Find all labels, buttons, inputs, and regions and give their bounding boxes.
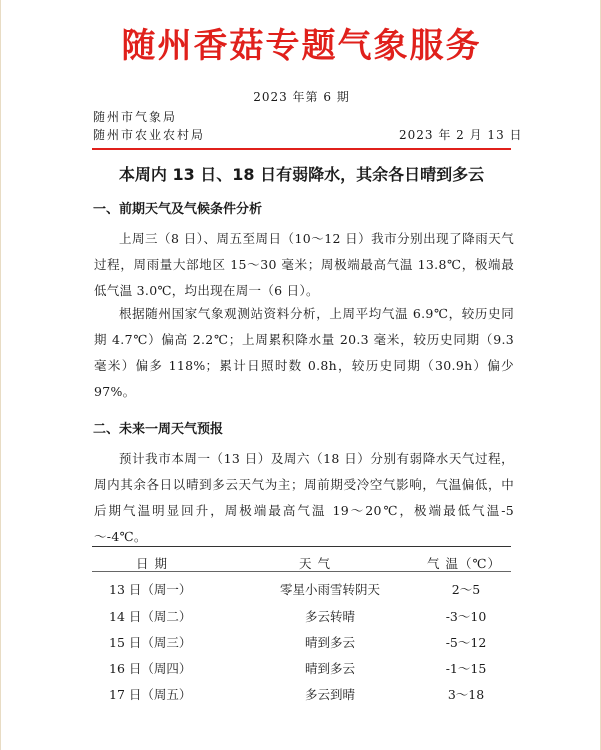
row-weather: 零星小雨雪转阴天 bbox=[279, 582, 380, 597]
table-row bbox=[1, 659, 601, 685]
table-header-weather: 天 气 bbox=[299, 556, 331, 571]
table-header-date: 日 期 bbox=[136, 556, 168, 571]
row-weather: 多云转晴 bbox=[304, 609, 355, 624]
table-row bbox=[1, 607, 601, 633]
section-2-title: 二、未来一周天气预报 bbox=[93, 422, 224, 437]
row-temp: 3～18 bbox=[447, 687, 485, 702]
section-2-paragraph-1: 预计我市本周一（13 日）及周六（18 日）分别有弱降水天气过程，周内其余各日以晴到多云天气为主；周前期受冷空气影响，气温偏低，中后期气温明显回升，周极端最高气温 19～20℃，极端最低气温-5～-4℃。 bbox=[94, 451, 514, 544]
issue-number: 2023 年第 6 期 bbox=[253, 90, 350, 104]
row-date: 15 日（周三） bbox=[109, 635, 192, 650]
row-date: 13 日（周一） bbox=[109, 582, 192, 597]
table-row bbox=[1, 685, 601, 711]
row-temp: -3～10 bbox=[445, 609, 487, 624]
masthead-title: 随州香菇专题气象服务 bbox=[121, 26, 482, 66]
row-date: 14 日（周二） bbox=[109, 609, 192, 624]
red-divider bbox=[92, 148, 511, 150]
issuer-weather-bureau: 随州市气象局 bbox=[93, 110, 178, 124]
row-temp: -5～12 bbox=[445, 635, 487, 650]
row-weather: 晴到多云 bbox=[304, 635, 355, 650]
row-date: 16 日（周四） bbox=[109, 661, 192, 676]
issue-date: 2023 年 2 月 13 日 bbox=[399, 128, 523, 142]
row-temp: -1～15 bbox=[445, 661, 487, 676]
headline: 本周内 13 日、18 日有弱降水，其余各日晴到多云 bbox=[118, 165, 485, 184]
table-row bbox=[1, 633, 601, 659]
table-header-temp: 气 温（℃） bbox=[427, 556, 501, 571]
row-weather: 晴到多云 bbox=[304, 661, 355, 676]
row-weather: 多云到晴 bbox=[304, 687, 355, 702]
table-header-rule bbox=[92, 571, 511, 572]
issuer-agriculture-bureau: 随州市农业农村局 bbox=[93, 128, 206, 142]
row-temp: 2～5 bbox=[451, 582, 481, 597]
section-1-title: 一、前期天气及气候条件分析 bbox=[93, 202, 263, 217]
table-top-rule bbox=[92, 546, 511, 547]
section-1-paragraph-2: 根据随州国家气象观测站资料分析，上周平均气温 6.9℃，较历史同期 4.7℃）偏高 2.2℃；上周累积降水量 20.3 毫米，较历史同期（9.3 毫米）偏多 118%；累计日照时数 0.8h，较历史同期（30.9h）偏少 97%。 bbox=[94, 306, 514, 399]
table-row bbox=[1, 580, 601, 606]
row-date: 17 日（周五） bbox=[109, 687, 192, 702]
section-1-paragraph-1: 上周三（8 日）、周五至周日（10～12 日）我市分别出现了降雨天气过程，周雨量大部地区 15～30 毫米；周极端最高气温 13.8℃，极端最低气温 3.0℃，均出现在周一（6 日）。 bbox=[94, 231, 514, 298]
